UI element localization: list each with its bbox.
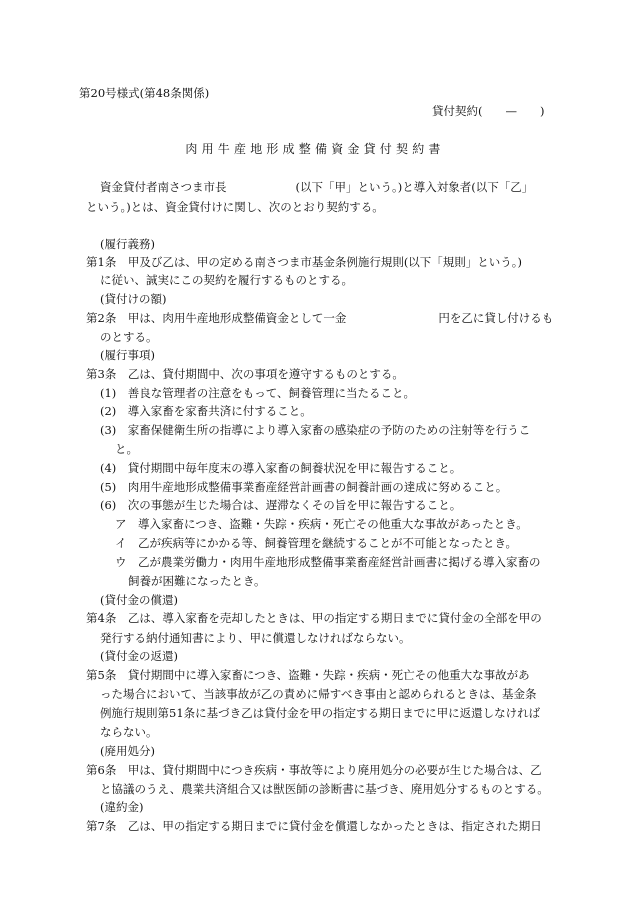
article-1: 第1条 甲及び乙は、甲の定める南さつま市基金条例施行規則(以下「規則」という。) [86,255,523,269]
heading-article-4: (貸付金の償還) [100,593,178,607]
article-3-item: (6) 次の事態が生じた場合は、遅滞なくその旨を甲に報告すること。 [100,498,462,512]
article-3-item-cont: と。 [115,442,138,456]
heading-article-5: (貸付金の返還) [100,649,178,663]
article-3-subitem: ア 導入家畜につき、盗難・失踪・疾病・死亡その他重大な事故があったとき。 [115,517,528,531]
article-2: 第2条 甲は、肉用牛産地形成整備資金として一金 円を乙に貸し付けるも [86,311,554,325]
article-4: 第4条 乙は、導入家畜を売却したときは、甲の指定する期日までに貸付金の全部を甲の [86,611,542,625]
article-2-cont: のとする。 [100,330,158,344]
article-3-item: (4) 貸付期間中毎年度末の導入家畜の飼養状況を甲に報告すること。 [100,461,462,475]
heading-article-7: (違約金) [100,800,144,814]
article-7: 第7条 乙は、甲の指定する期日までに貸付金を償還しなかったときは、指定された期日 [86,819,542,833]
heading-article-3: (履行事項) [100,348,155,362]
article-3-subitem: ウ 乙が農業労働力・肉用牛産地形成整備事業畜産経営計画書に掲げる導入家畜の [115,555,541,569]
article-3-item: (2) 導入家畜を家畜共済に付すること。 [100,404,312,418]
article-3-subitem-cont: 飼養が困難になったとき。 [128,574,266,588]
article-3-subitem: イ 乙が疾病等にかかる等、飼養管理を継続することが不可能となったとき。 [115,536,518,550]
article-5-cont: 例施行規則第51条に基づき乙は貸付金を甲の指定する期日までに甲に返還しなければ [100,706,541,720]
article-3: 第3条 乙は、貸付期間中、次の事項を遵守するものとする。 [86,367,404,381]
article-3-item: (1) 善良な管理者の注意をもって、飼養管理に当たること。 [100,386,416,400]
form-number: 第20号様式(第48条関係) [79,86,210,100]
heading-article-6: (廃用処分) [100,744,155,758]
article-3-item: (3) 家畜保健衛生所の指導により導入家畜の感染症の予防のための注射等を行うこ [100,423,531,437]
intro-line: という。)とは、資金貸付けに関し、次のとおり契約する。 [86,200,384,214]
article-5-cont: ならない。 [100,725,158,739]
article-6: 第6条 甲は、貸付期間中につき疾病・事故等により廃用処分の必要が生じた場合は、乙 [86,763,542,777]
intro-line: 資金貸付者南さつま市長 (以下「甲」という。)と導入対象者(以下「乙」 [100,180,534,194]
heading-article-2: (貸付けの額) [100,292,167,306]
document-title: 肉用牛産地形成整備資金貸付契約書 [185,142,445,156]
article-3-item: (5) 肉用牛産地形成整備事業畜産経営計画書の飼養計画の達成に努めること。 [100,480,508,494]
article-6-cont: と協議のうえ、農業共済組合又は獣医師の診断書に基づき、廃用処分するものとする。 [100,782,549,796]
article-4-cont: 発行する納付通知書により、甲に償還しなければならない。 [100,631,411,645]
heading-article-1: (履行義務) [100,237,155,251]
contract-number: 貸付契約( — ) [432,104,545,118]
article-1-cont: に従い、誠実にこの契約を履行するものとする。 [100,273,353,287]
article-5-cont: った場合において、当該事故が乙の責めに帰すべき事由と認められるときは、基金条 [100,687,537,701]
article-5: 第5条 貸付期間中に導入家畜につき、盗難・失踪・疾病・死亡その他重大な事故があ [86,668,530,682]
